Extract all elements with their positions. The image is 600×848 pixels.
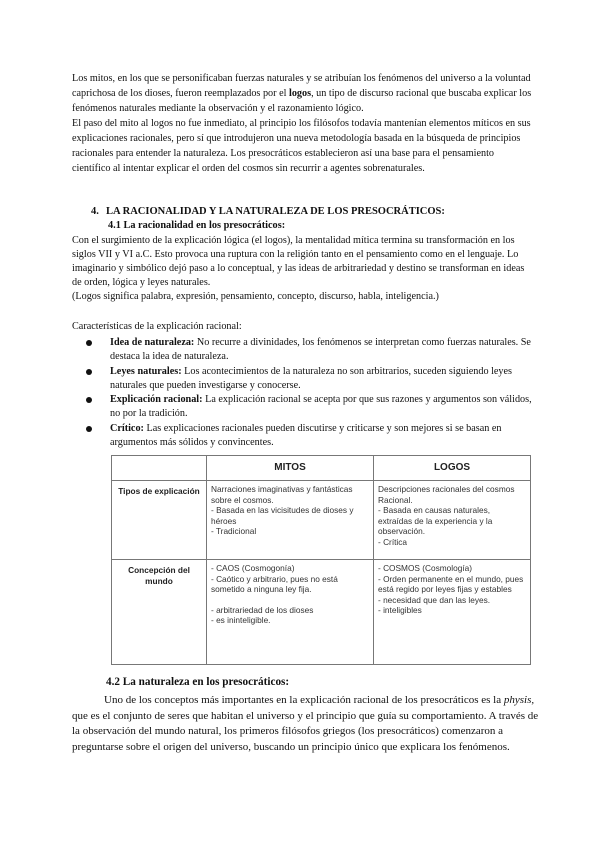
physis-text-2: que es el conjunto de seres que habitan el universo y el principio que guía su comportamiento. A través de la observación del mundo natural, los primeros filósofos griegos (los presocráticos) comenzaron a preguntarse sobre el origen del universo, buscando un principio único que explicara los fenómenos.	[72, 709, 539, 754]
table-header-empty	[112, 456, 207, 481]
cell-line: - COSMOS (Cosmología)	[378, 563, 473, 573]
section-4-2-heading: 4.2 La naturaleza en los presocráticos:	[106, 676, 290, 688]
features-list	[72, 336, 542, 450]
bullet-icon	[86, 397, 92, 403]
cell-line: - es ininteligible.	[211, 615, 271, 625]
table-cell-logos	[374, 481, 531, 560]
section-4-title: LA RACIONALIDAD Y LA NATURALEZA DE LOS PRESOCRÁTICOS:	[106, 206, 445, 217]
cell-line: - Crítica	[378, 536, 408, 547]
feature-term: Idea de naturaleza:	[110, 337, 195, 348]
cell-line: - necesidad que dan las leyes.	[378, 594, 491, 605]
intro-text-2: , un tipo de discurso racional que buscaba explicar los fenómenos naturales mediante la observación y el razonamiento lógico.	[72, 88, 532, 114]
section-4-heading	[91, 206, 445, 217]
feature-term: Leyes naturales:	[110, 365, 182, 377]
table-row	[112, 481, 531, 560]
cell-line: - Tradicional	[211, 526, 257, 536]
feature-text: La explicación racional se acepta por que sus razones y argumentos son válidos, no por la tradición.	[110, 394, 532, 420]
cell-line: - Basada en las vicisitudes de dioses y héroes	[211, 505, 354, 526]
cell-line: Narraciones imaginativas y fantásticas sobre el cosmos.	[211, 484, 353, 505]
list-item	[72, 393, 542, 422]
physis-term: physis,	[503, 694, 535, 706]
section-4-1-paragraph	[72, 234, 534, 304]
row-label: Tipos de explicación	[112, 481, 207, 560]
list-item	[72, 336, 542, 365]
cell-line: - Orden permanente en el mundo, pues está regido por leyes fijas y estables	[378, 573, 524, 594]
feature-term: Crítico:	[110, 422, 144, 434]
cell-line: - Basada en causas naturales, extraídas de la experiencia y la observación.	[378, 505, 493, 536]
cell-line: - inteligibles	[378, 605, 422, 615]
table-cell-logos	[374, 560, 531, 665]
feature-text: Las explicaciones racionales pueden discutirse y criticarse y son mejores si se basan en argumentos más sólidos y convincentes.	[110, 422, 502, 449]
feature-term: Explicación racional:	[110, 394, 203, 406]
bullet-icon	[86, 426, 92, 432]
cell-line: - arbitrariedad de los dioses	[211, 604, 314, 615]
bullet-icon	[86, 369, 92, 375]
row-label: Concepción del mundo	[112, 560, 207, 665]
table-header-mitos: MITOS	[207, 456, 374, 481]
list-item	[72, 422, 542, 451]
table-header-row	[112, 456, 531, 481]
cell-line: - CAOS (Cosmogonía)	[211, 563, 295, 573]
list-item	[72, 365, 542, 394]
bullet-icon	[86, 340, 92, 346]
rationality-text: Con el surgimiento de la explicación lógica (el logos), la mentalidad mítica termina su transformación en los siglos VII y VI a.C. Esto provoca una ruptura con la religión tanto en el pensamiento como en el lenguaje. Lo imaginario y simbólico dejó paso a lo conceptual, y las ideas de arbitrariedad y destino se transforman en ideas de orden, lógica y leyes naturales.	[72, 235, 525, 288]
intro-paragraph	[72, 71, 532, 176]
table-cell-mitos	[207, 481, 374, 560]
cell-line: Descripciones racionales del cosmos Racional.	[378, 484, 515, 505]
physis-text-1: Uno de los conceptos más importantes en la explicación racional de los presocráticos es la	[104, 694, 504, 706]
feature-text: Los acontecimientos de la naturaleza no son arbitrarios, suceden siguiendo leyes naturales que pueden investigarse y conocerse.	[110, 365, 513, 391]
table-header-logos: LOGOS	[374, 456, 531, 481]
section-4-1-heading: 4.1 La racionalidad en los presocráticos:	[108, 220, 286, 231]
table-cell-mitos	[207, 560, 374, 665]
feature-text: No recurre a divinidades, los fenómenos se interpretan como fuerzas naturales. Se destaca la idea de naturaleza.	[110, 337, 531, 363]
intro-text-3: El paso del mito al logos no fue inmediato, al principio los filósofos todavía mantenían elementos míticos en sus explicaciones racionales, pero sí que introdujeron una nueva metodología basada en la búsqueda de principios racionales para entender la naturaleza. Los presocráticos establecieron así una base para el pensamiento científico al intentar explicar el orden del cosmos sin recurrir a agentes sobrenaturales.	[72, 118, 531, 174]
features-title: Características de la explicación racional:	[72, 321, 242, 332]
mitos-logos-table	[111, 455, 531, 665]
logos-term: logos	[288, 88, 312, 99]
cell-spacer	[211, 595, 369, 605]
logos-meaning-note: (Logos significa palabra, expresión, pensamiento, concepto, discurso, habla, inteligencia.)	[72, 291, 439, 302]
table-row	[112, 560, 531, 665]
section-4-number: 4.	[91, 206, 99, 217]
section-4-2-paragraph	[72, 693, 542, 756]
intro-text-1: Los mitos, en los que se personificaban fuerzas naturales y se atribuían los fenómenos del universo a la voluntad caprichosa de los dioses, fueron reemplazados por el	[72, 73, 531, 99]
cell-line: - Caótico y arbitrario, pues no está sometido a ninguna ley fija.	[211, 573, 338, 594]
